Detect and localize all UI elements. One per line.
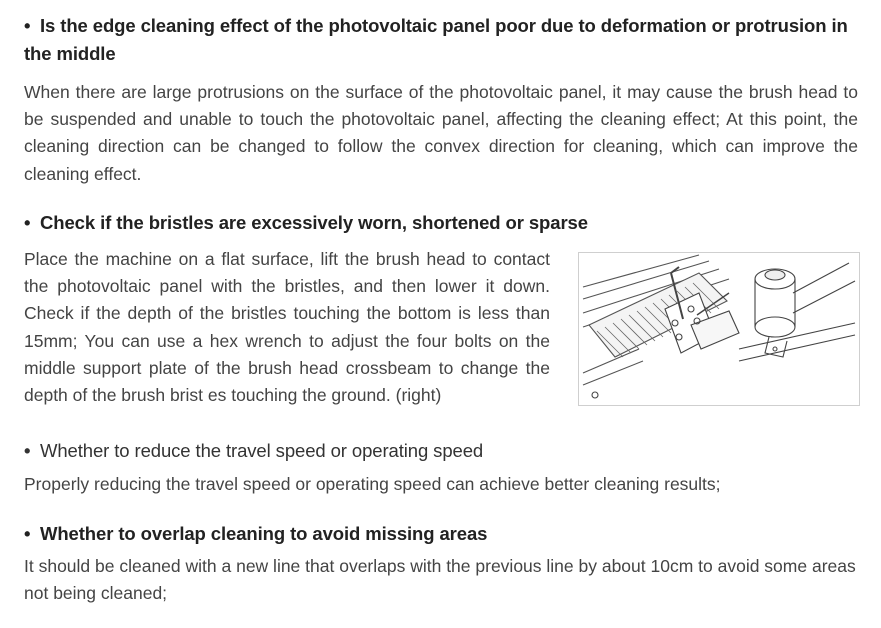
section-3-heading [24,437,864,465]
bullet-icon: • [24,440,31,461]
bullet-icon: • [24,523,31,544]
brush-head-crossbeam-illustration [578,252,860,406]
section-4-heading [24,520,864,548]
section-2-body: Place the machine on a flat surface, lift the brush head to contact the photovoltaic panel with the bristles, and then lower it down. Check if the depth of the bristles touching the bottom is less than 15mm; You can use a hex wrench to adjust the four bolts on the middle support plate of the brush head crossbeam to change the depth of the brush brist es touching the ground. (right) [24,249,550,406]
section-4-heading-text: Whether to overlap cleaning to avoid missing areas [40,523,488,544]
section-3-heading-text: Whether to reduce the travel speed or operating speed [40,440,484,461]
section-1-body: When there are large protrusions on the surface of the photovoltaic panel, it may cause the brush head to be suspended and unable to touch the photovoltaic panel, affecting the cleaning effect; At this point, the cleaning direction can be changed to follow the convex direction for cleaning, which can improve the cleaning effect. [24,82,858,184]
bullet-icon: • [24,15,31,36]
bullet-icon: • [24,212,31,233]
section-4-body: It should be cleaned with a new line that overlaps with the previous line by about 10cm to avoid some areas not being cleaned; [24,556,856,604]
section-3-body: Properly reducing the travel speed or operating speed can achieve better cleaning results; [24,474,721,494]
section-2-heading-text: Check if the bristles are excessively worn, shortened or sparse [40,212,588,233]
section-1-heading [24,12,864,68]
brush-head-crossbeam-icon [579,253,859,405]
section-2-heading [24,209,864,237]
section-1-heading-text: Is the edge cleaning effect of the photovoltaic panel poor due to deformation or protrusion in the middle [24,15,848,64]
